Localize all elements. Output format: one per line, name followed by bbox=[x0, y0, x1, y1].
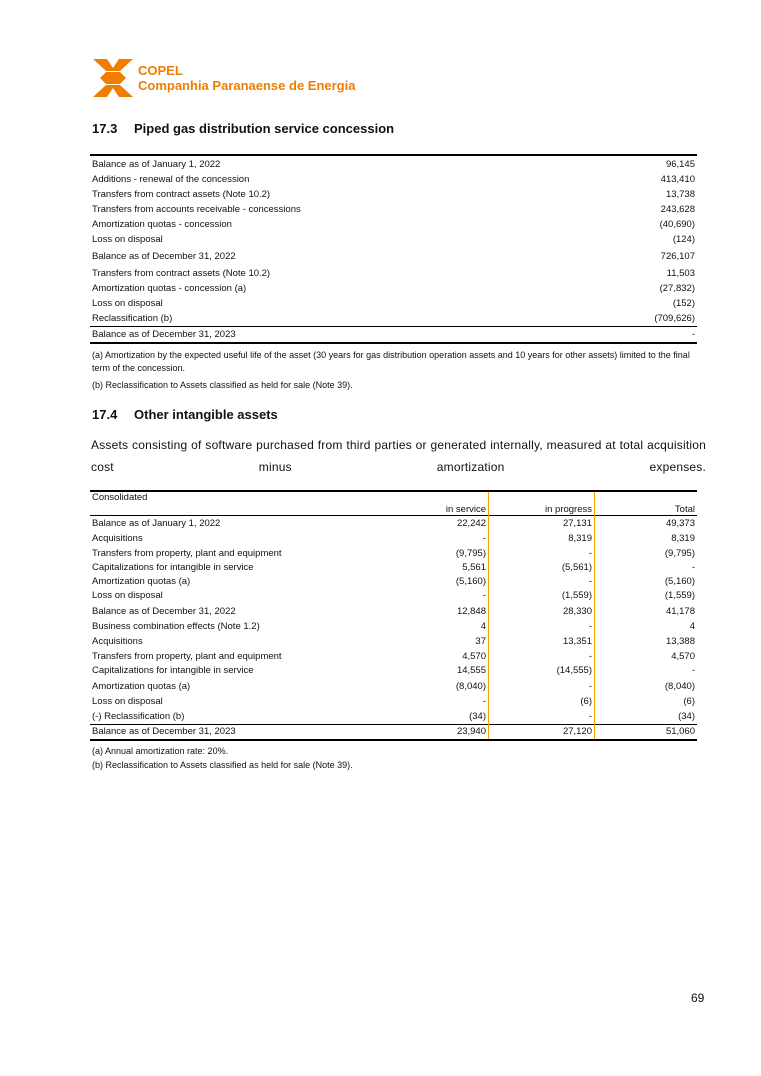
row-label: Balance as of December 31, 2023 bbox=[92, 726, 236, 738]
row-label: Balance as of January 1, 2022 bbox=[92, 158, 221, 170]
table-row bbox=[90, 187, 697, 202]
table-row bbox=[90, 202, 697, 217]
row-label: Capitalizations for intangible in service bbox=[92, 665, 254, 676]
in-progress-value: (6) bbox=[489, 694, 595, 709]
in-service-value: 14,555 bbox=[424, 663, 489, 678]
in-service-value: - bbox=[424, 694, 489, 709]
row-value: 11,503 bbox=[666, 268, 695, 279]
table-row bbox=[90, 515, 697, 531]
table-row bbox=[90, 531, 697, 546]
table-row bbox=[90, 649, 697, 663]
total-value: - bbox=[691, 561, 695, 573]
row-label: Transfers from property, plant and equipment bbox=[92, 650, 282, 662]
total-value: 41,178 bbox=[665, 605, 695, 617]
total-value: (9,795) bbox=[664, 547, 695, 559]
copel-logo-icon bbox=[93, 59, 133, 97]
section-174-note-b: (b) Reclassification to Assets classified as held for sale (Note 39). bbox=[92, 760, 353, 770]
row-label: Balance as of December 31, 2022 bbox=[92, 251, 236, 262]
in-service-value: - bbox=[424, 531, 489, 546]
section-title: Piped gas distribution service concession bbox=[134, 121, 395, 136]
row-label: Additions - renewal of the concession bbox=[92, 174, 250, 185]
table-row bbox=[90, 574, 697, 588]
in-service-value: 5,561 bbox=[424, 560, 489, 574]
row-value: 243,628 bbox=[660, 204, 695, 215]
row-label: Loss on disposal bbox=[92, 298, 163, 309]
table-row bbox=[90, 619, 697, 634]
in-progress-value: - bbox=[489, 619, 595, 634]
section-174-note-a: (a) Annual amortization rate: 20%. bbox=[92, 746, 229, 756]
table-row bbox=[90, 247, 697, 266]
section-174-heading bbox=[92, 407, 278, 422]
table-row bbox=[90, 311, 697, 326]
table-row bbox=[90, 678, 697, 694]
total-value: 4 bbox=[689, 621, 695, 632]
in-progress-value: 13,351 bbox=[489, 634, 595, 649]
in-service-value: - bbox=[424, 588, 489, 603]
table-row bbox=[90, 724, 697, 740]
section-number: 17.3 bbox=[92, 121, 118, 136]
in-service-value: (34) bbox=[424, 709, 489, 724]
table-row bbox=[90, 266, 697, 281]
section-173-heading bbox=[92, 121, 394, 136]
section-174-paragraph: Assets consisting of software purchased from third parties or generated internally, measured at total acquisition cost minus amortization expenses. bbox=[91, 438, 706, 474]
section-173-note-b: (b) Reclassification to Assets classified as held for sale (Note 39). bbox=[92, 380, 353, 390]
in-service-value: 12,848 bbox=[424, 603, 489, 619]
table-caption: Consolidated bbox=[92, 492, 148, 503]
row-label: Transfers from property, plant and equipment bbox=[92, 547, 282, 559]
in-service-value: 37 bbox=[424, 634, 489, 649]
row-label: Transfers from contract assets (Note 10.2) bbox=[92, 189, 271, 200]
section-number: 17.4 bbox=[92, 407, 118, 422]
row-label: Loss on disposal bbox=[92, 234, 163, 245]
row-value: - bbox=[691, 328, 695, 340]
row-value: 726,107 bbox=[660, 251, 695, 262]
total-value: 49,373 bbox=[665, 517, 695, 529]
row-label: Amortization quotas (a) bbox=[92, 575, 191, 587]
table-row bbox=[90, 232, 697, 247]
total-value: (1,559) bbox=[664, 590, 695, 601]
brand-line-1: COPEL bbox=[138, 63, 183, 78]
in-progress-value: 27,120 bbox=[489, 724, 595, 740]
row-label: Reclassification (b) bbox=[92, 312, 173, 324]
column-header-total: Total bbox=[674, 503, 695, 515]
row-label: Balance as of December 31, 2023 bbox=[92, 328, 236, 340]
row-label: (-) Reclassification (b) bbox=[92, 710, 185, 722]
total-value: (8,040) bbox=[664, 680, 695, 692]
total-value: 13,388 bbox=[665, 636, 695, 647]
column-header-in-progress: in progress bbox=[489, 491, 595, 515]
row-label: Business combination effects (Note 1.2) bbox=[92, 621, 260, 632]
row-value: 13,738 bbox=[665, 189, 695, 200]
row-value: 96,145 bbox=[665, 158, 695, 170]
row-value: (152) bbox=[672, 298, 695, 309]
row-label: Amortization quotas - concession bbox=[92, 219, 232, 230]
in-service-value: 22,242 bbox=[424, 515, 489, 531]
brand-line-2: Companhia Paranaense de Energia bbox=[138, 78, 356, 93]
total-value: (6) bbox=[683, 696, 695, 707]
table-row bbox=[90, 281, 697, 296]
row-label: Amortization quotas (a) bbox=[92, 680, 191, 692]
row-label: Acquisitions bbox=[92, 533, 143, 544]
table-row bbox=[90, 560, 697, 574]
row-value: (709,626) bbox=[654, 312, 695, 324]
in-progress-value: 27,131 bbox=[489, 515, 595, 531]
table-row bbox=[90, 546, 697, 560]
table-row bbox=[90, 155, 697, 172]
row-value: (27,832) bbox=[659, 283, 695, 294]
total-value: (5,160) bbox=[664, 575, 695, 587]
total-value: 8,319 bbox=[671, 533, 695, 544]
section-title: Other intangible assets bbox=[134, 407, 278, 422]
table-header-row bbox=[90, 491, 697, 515]
intangible-assets-table bbox=[90, 490, 697, 741]
in-service-value: (9,795) bbox=[424, 546, 489, 560]
page-number: 69 bbox=[691, 991, 705, 1005]
brand-name bbox=[138, 64, 355, 93]
in-progress-value: 28,330 bbox=[489, 603, 595, 619]
table-row bbox=[90, 663, 697, 678]
row-label: Transfers from accounts receivable - concessions bbox=[92, 204, 301, 215]
table-row bbox=[90, 296, 697, 311]
row-label: Capitalizations for intangible in service bbox=[92, 561, 254, 573]
in-progress-value: (5,561) bbox=[489, 560, 595, 574]
in-progress-value: (14,555) bbox=[489, 663, 595, 678]
table-row bbox=[90, 172, 697, 187]
in-progress-value: (1,559) bbox=[489, 588, 595, 603]
table-row bbox=[90, 709, 697, 724]
row-value: 413,410 bbox=[660, 174, 695, 185]
in-progress-value: - bbox=[489, 546, 595, 560]
total-value: - bbox=[691, 665, 695, 676]
concession-table bbox=[90, 154, 697, 344]
row-label: Loss on disposal bbox=[92, 696, 163, 707]
in-progress-value: - bbox=[489, 709, 595, 724]
in-progress-value: - bbox=[489, 574, 595, 588]
in-service-value: 23,940 bbox=[424, 724, 489, 740]
in-service-value: 4 bbox=[424, 619, 489, 634]
row-value: (40,690) bbox=[659, 219, 695, 230]
total-value: 51,060 bbox=[665, 726, 695, 738]
column-header-in-service: in service bbox=[424, 491, 489, 515]
row-label: Balance as of January 1, 2022 bbox=[92, 517, 221, 529]
table-row bbox=[90, 588, 697, 603]
table-row bbox=[90, 326, 697, 343]
section-173-note-a: (a) Amortization by the expected useful life of the asset (30 years for gas distribution operation assets and 10 years for other assets) limited to the final term of the concession. bbox=[92, 350, 690, 373]
row-label: Acquisitions bbox=[92, 636, 143, 647]
in-service-value: (8,040) bbox=[424, 678, 489, 694]
row-label: Balance as of December 31, 2022 bbox=[92, 605, 236, 617]
table-row bbox=[90, 217, 697, 232]
table-row bbox=[90, 634, 697, 649]
row-label: Loss on disposal bbox=[92, 590, 163, 601]
in-progress-value: 8,319 bbox=[489, 531, 595, 546]
in-service-value: 4,570 bbox=[424, 649, 489, 663]
in-service-value: (5,160) bbox=[424, 574, 489, 588]
total-value: 4,570 bbox=[671, 650, 695, 662]
in-progress-value: - bbox=[489, 678, 595, 694]
in-progress-value: - bbox=[489, 649, 595, 663]
total-value: (34) bbox=[678, 710, 695, 722]
table-row bbox=[90, 694, 697, 709]
table-row bbox=[90, 603, 697, 619]
row-value: (124) bbox=[672, 234, 695, 245]
row-label: Amortization quotas - concession (a) bbox=[92, 283, 247, 294]
row-label: Transfers from contract assets (Note 10.2) bbox=[92, 268, 271, 279]
